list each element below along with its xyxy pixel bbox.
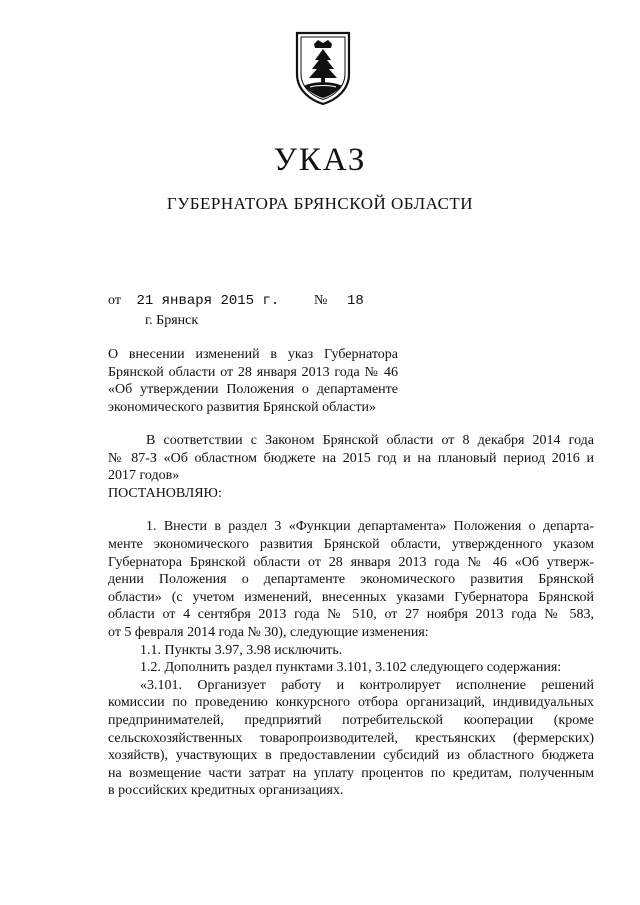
item1-line: 1. Внести в раздел 3 «Функции департамента» Положения о департа- [146,519,594,535]
date-value: 21 января 2015 г. [136,293,280,309]
item3101-line: сельскохозяйственных товаропроизводителей, крестьянских (фермерских) [108,730,594,746]
item1-1-line: 1.1. Пункты 3.97, 3.98 исключить. [140,642,343,658]
item1-line: Губернатора Брянской области от 28 января 2013 года № 46 «Об утверж- [108,554,594,570]
bryansk-coat-of-arms-icon [294,30,352,106]
item1-line: от 5 февраля 2014 года № 30), следующие изменения: [108,624,429,640]
heading-line: «Об утверждении Положения о департаменте [108,382,398,397]
date-number-line [108,292,364,310]
preamble-line: В соответствии с Законом Брянской области от 8 декабря 2014 года [146,433,594,448]
document-subtitle: ГУБЕРНАТОРА БРЯНСКОЙ ОБЛАСТИ [166,194,474,213]
heading-line: экономического развития Брянской области» [108,399,376,415]
preamble-line: № 87-З «Об областном бюджете на 2015 год и на плановый период 2016 и [108,450,594,466]
preamble-line: 2017 годов» [108,468,180,484]
heading-line: О внесении изменений в указ Губернатора [108,347,398,362]
item3101-line: комиссии по проведению конкурсного отбора организаций, индивидуальных [108,695,594,711]
item3101-line: в российских кредитных организациях. [108,783,344,799]
item3101-line: «3.101. Организует работу и контролирует исполнение решений [140,677,594,693]
item1-line: дении Положения о департаменте экономического развития Брянской [108,572,594,588]
date-prefix: от [108,293,121,308]
heading-line: Брянской области от 28 января 2013 года № 46 [108,364,398,380]
decree-heading [108,346,398,416]
item3101-line: хозяйств), участвующих в предоставлении субсидий из областного бюджета [108,748,594,764]
item1-line: области от 4 сентября 2013 года № 510, от 27 ноября 2013 года № 583, [108,607,594,623]
document-title: УКАЗ [273,142,367,178]
item1-line: области» (с учетом изменений, внесенных указами Губернатора Брянской [108,589,594,605]
item1-2-line: 1.2. Дополнить раздел пунктами 3.101, 3.102 следующего содержания: [140,660,562,676]
item3101-line: на возмещение части затрат на уплату процентов по кредитам, полученным [108,765,594,781]
number-label: № [314,293,328,308]
item3101-line: предпринимателей, предприятий потребительской кооперации (кроме [108,712,594,728]
city-label: г. Брянск [145,313,199,328]
decree-body [108,432,594,800]
number-value: 18 [347,293,364,309]
item1-line: менте экономического развития Брянской области, утвержденного указом [108,536,594,552]
decree-word: ПОСТАНОВЛЯЮ: [108,485,222,501]
